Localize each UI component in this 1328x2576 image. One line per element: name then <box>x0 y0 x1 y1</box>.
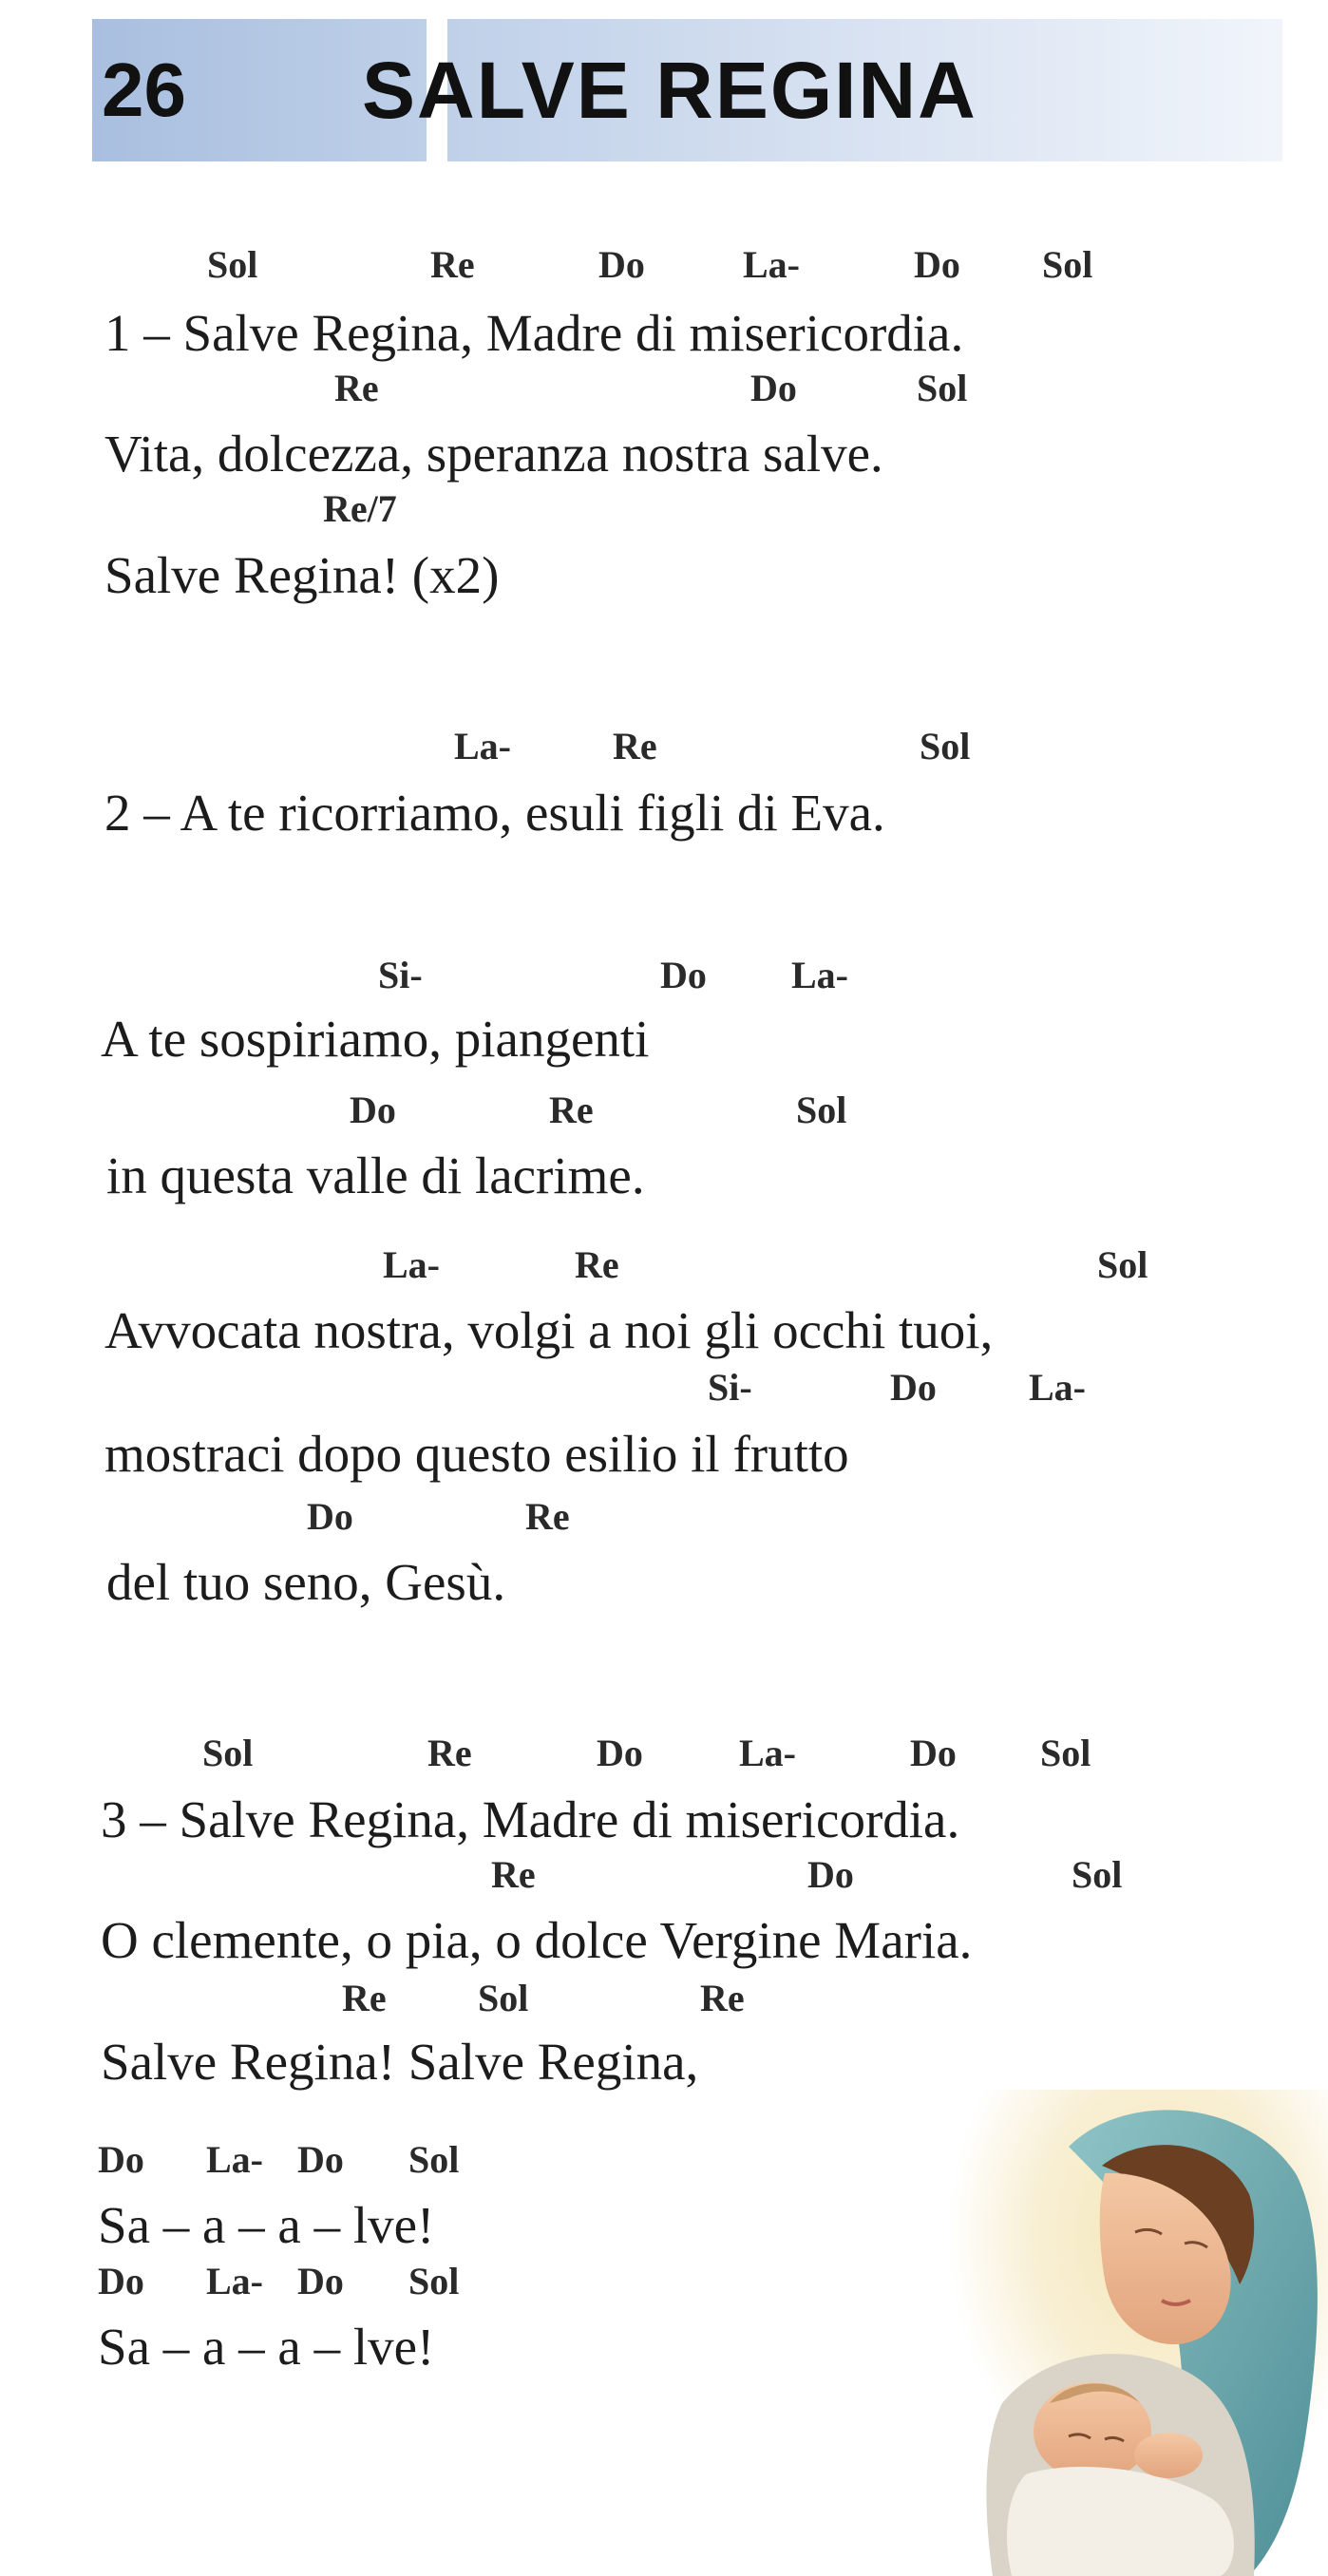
lyric-line: 3 – Salve Regina, Madre di misericordia. <box>101 1790 960 1848</box>
chord: La- <box>1029 1366 1086 1409</box>
chord: Do <box>297 2138 344 2181</box>
chord: Re <box>491 1853 536 1896</box>
lyric-line: Salve Regina! (x2) <box>104 546 500 604</box>
madonna-child-image <box>936 2090 1328 2576</box>
chord: Re <box>525 1495 570 1538</box>
lyric-line: 2 – A te ricorriamo, esuli figli di Eva. <box>104 784 885 842</box>
lyric-line: O clemente, o pia, o dolce Vergine Maria. <box>101 1911 973 1969</box>
chord: Sol <box>796 1089 847 1131</box>
song-number: 26 <box>102 47 186 132</box>
chord: La- <box>206 2138 263 2181</box>
chord: Sol <box>478 1977 529 2019</box>
lyric-line: 1 – Salve Regina, Madre di misericordia. <box>104 304 964 362</box>
chord: Sol <box>408 2260 460 2302</box>
chord: Sol <box>1097 1243 1148 1286</box>
lyric-line: Sa – a – a – lve! <box>98 2196 435 2254</box>
chord: La- <box>791 954 848 996</box>
chord: Re <box>575 1243 619 1286</box>
chord: Re <box>549 1089 594 1131</box>
chord: Sol <box>1040 1732 1091 1774</box>
lyric-line: Avvocata nostra, volgi a noi gli occhi tuoi, <box>104 1301 994 1359</box>
lyric-line: Vita, dolcezza, speranza nostra salve. <box>104 425 883 483</box>
chord: La- <box>743 243 800 286</box>
chord: Do <box>98 2260 144 2302</box>
chord: Do <box>307 1495 353 1538</box>
chord: Do <box>750 367 797 409</box>
chord: Do <box>914 243 960 286</box>
chord: Do <box>660 954 707 996</box>
chord: Do <box>807 1853 854 1896</box>
chord: La- <box>454 725 511 767</box>
chord: Sol <box>920 725 971 767</box>
chord: Si- <box>378 954 423 996</box>
chord: Do <box>910 1732 957 1774</box>
chord: Re <box>334 367 379 409</box>
chord: Re <box>700 1977 745 2019</box>
lyric-line: mostraci dopo questo esilio il frutto <box>104 1425 849 1483</box>
chord: Re <box>430 243 475 286</box>
chord: Si- <box>708 1366 752 1409</box>
chord: La- <box>383 1243 440 1286</box>
chord: Re <box>613 725 657 767</box>
song-title: SALVE REGINA <box>362 46 977 135</box>
chord: Sol <box>1042 243 1093 286</box>
lyric-line: Salve Regina! Salve Regina, <box>101 2033 699 2091</box>
chord: Sol <box>1072 1853 1123 1896</box>
lyric-line: del tuo seno, Gesù. <box>106 1553 506 1611</box>
song-header <box>92 19 1282 161</box>
chord: Sol <box>408 2138 460 2181</box>
chord: Sol <box>202 1732 254 1774</box>
chord: Do <box>297 2260 344 2302</box>
chord: Re <box>342 1977 387 2019</box>
chord: Re <box>427 1732 472 1774</box>
chord: La- <box>739 1732 796 1774</box>
chord: Sol <box>207 243 258 286</box>
chord: La- <box>206 2260 263 2302</box>
chord: Do <box>98 2138 144 2181</box>
chord: Do <box>350 1089 396 1131</box>
chord: Re/7 <box>323 487 397 530</box>
chord: Do <box>597 1732 643 1774</box>
lyric-line: A te sospiriamo, piangenti <box>101 1010 650 1068</box>
chord: Do <box>598 243 645 286</box>
chord: Do <box>890 1366 937 1409</box>
chord: Sol <box>917 367 968 409</box>
lyric-line: Sa – a – a – lve! <box>98 2318 435 2376</box>
lyric-line: in questa valle di lacrime. <box>106 1146 645 1204</box>
